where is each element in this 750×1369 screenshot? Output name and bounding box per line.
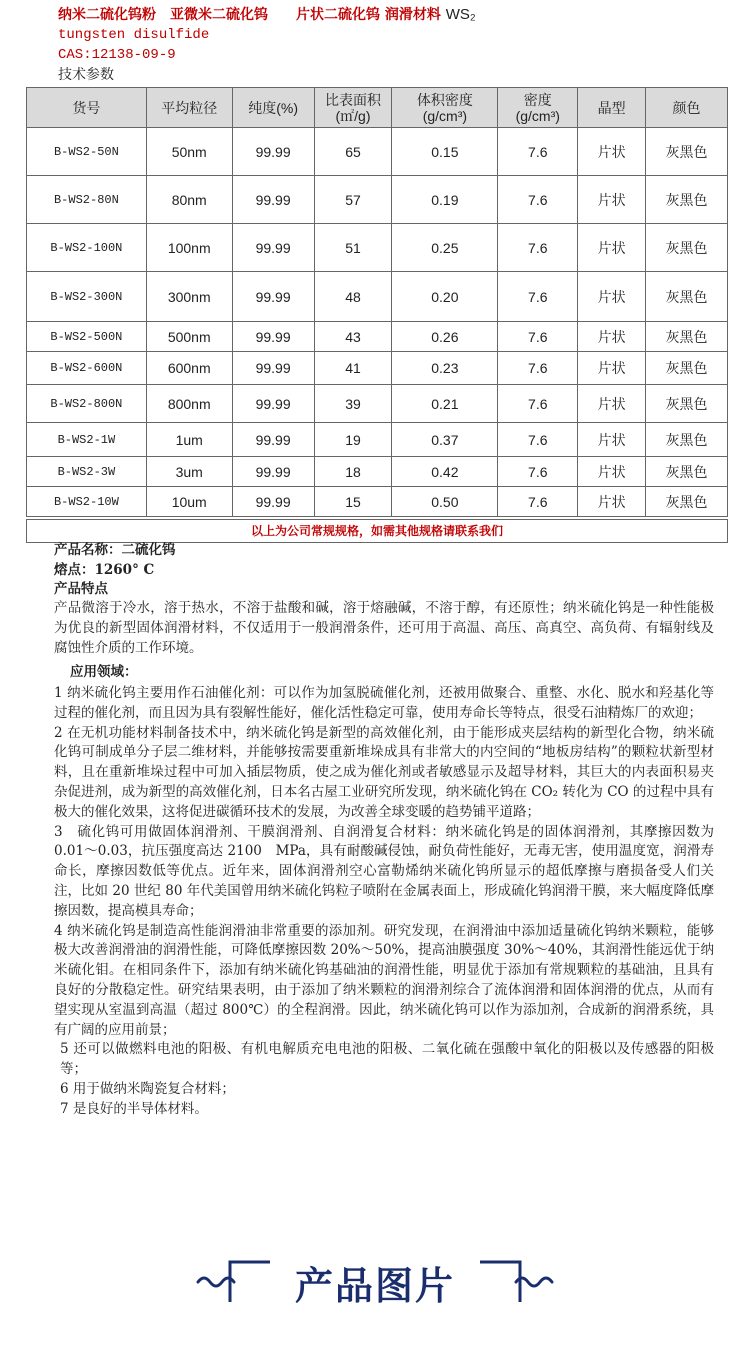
table-row [27,385,728,423]
table-cell: 片状 [578,176,646,224]
application-item: 5 还可以做燃料电池的阳极、有机电解质充电电池的阳极、二氧化硫在强酸中氧化的阳极以及传感器的阳极等； [60,1041,714,1078]
table-cell: 0.37 [392,423,498,457]
table-cell: 7.6 [498,457,578,487]
table-cell: 80nm [146,176,232,224]
table-cell: 0.21 [392,385,498,423]
table-cell: 7.6 [498,352,578,385]
banner-title: 产品图片 [294,1264,455,1308]
table-cell: 600nm [146,352,232,385]
table-row [27,352,728,385]
table-cell: 0.20 [392,272,498,322]
applications-title: 应用领域： [70,664,138,680]
table-cell: 99.99 [232,176,314,224]
table-cell: 18 [314,457,392,487]
table-cell: 1um [146,423,232,457]
table-cell: 99.99 [232,352,314,385]
model-cell: B-WS2-300N [27,272,147,322]
table-cell: 灰黑色 [646,423,728,457]
table-cell: 灰黑色 [646,352,728,385]
table-cell: 0.50 [392,487,498,517]
table-cell: 片状 [578,487,646,517]
table-cell: 10um [146,487,232,517]
table-cell: 7.6 [498,224,578,272]
page-title [58,6,476,24]
table-cell: 片状 [578,423,646,457]
table-row [27,128,728,176]
table-row [27,176,728,224]
table-cell: 99.99 [232,272,314,322]
table-cell: 7.6 [498,385,578,423]
model-cell: B-WS2-600N [27,352,147,385]
model-cell: B-WS2-80N [27,176,147,224]
table-cell: 片状 [578,385,646,423]
table-cell: 0.25 [392,224,498,272]
table-cell: 灰黑色 [646,322,728,352]
cas-number: CAS:12138-09-9 [58,47,176,63]
table-cell: 41 [314,352,392,385]
table-cell: 50nm [146,128,232,176]
table-cell: 片状 [578,322,646,352]
features-text: 产品微溶于冷水，溶于热水，不溶于盐酸和碱，溶于熔融碱，不溶于醇，有还原性；纳米硫化钨是一种性能极为优良的新型固体润滑材料，不仅适用于一般润滑条件，还可用于高温、高压、高真空、高负荷、有辐射线及腐蚀性介质的工作环境。 [54,600,714,656]
table-cell: 0.26 [392,322,498,352]
table-cell: 99.99 [232,224,314,272]
table-cell: 0.23 [392,352,498,385]
model-cell: B-WS2-800N [27,385,147,423]
table-body [27,128,728,517]
table-cell: 7.6 [498,128,578,176]
application-item: 1 纳米硫化钨主要用作石油催化剂：可以作为加氢脱硫催化剂，还被用做聚合、重整、水化、脱水和羟基化等过程的催化剂，而且因为具有裂解性能好，催化活性稳定可靠，使用寿命长等特点，很受石油精炼厂的欢迎； [54,685,714,721]
table-cell: 65 [314,128,392,176]
application-item: 2 在无机功能材料制备技术中，纳米硫化钨是新型的高效催化剂，由于能形成夹层结构的新型化合物，纳米硫化钨可制成单分子层二维材料，并能够按需要重新堆垛成具有非常大的内空间的“地板房结构”的颗粒状新型材料，且在重新堆垛过程中可加入插层物质，使之成为催化剂或者敏感显示及超导材料，其巨大的内表面积易夹杂促进剂，成为新型的高效催化剂，日本名古屋工业研究所发现，纳米硫化钨在 CO₂ 转化为 CO 的过程中具有极大的催化效果，这将促进碳循环技术的发展，为改善全球变暖的趋势铺平道路； [54,724,714,820]
table-cell: 灰黑色 [646,224,728,272]
table-row [27,322,728,352]
table-header-cell: 晶型 [578,88,646,128]
table-cell: 99.99 [232,487,314,517]
table-cell: 800nm [146,385,232,423]
model-cell: B-WS2-500N [27,322,147,352]
table-cell: 灰黑色 [646,487,728,517]
table-cell: 7.6 [498,272,578,322]
table-cell: 100nm [146,224,232,272]
table-cell: 片状 [578,224,646,272]
table-cell: 片状 [578,352,646,385]
application-item: 7 是良好的半导体材料。 [60,1100,208,1117]
title-cn: 纳米二硫化钨粉 亚微米二硫化钨 片状二硫化钨 润滑材料 [58,7,441,23]
table-cell: 39 [314,385,392,423]
table-cell: 99.99 [232,128,314,176]
table-cell: 57 [314,176,392,224]
table-cell: 15 [314,487,392,517]
table-cell: 99.99 [232,322,314,352]
table-row [27,423,728,457]
table-cell: 7.6 [498,322,578,352]
title-formula: WS₂ [445,6,476,23]
features-title: 产品特点 [54,581,108,597]
tech-params-label: 技术参数 [58,67,114,83]
spec-note: 以上为公司常规规格，如需其他规格请联系我们 [26,519,728,543]
table-cell: 48 [314,272,392,322]
table-cell: 灰黑色 [646,176,728,224]
model-cell: B-WS2-10W [27,487,147,517]
table-cell: 99.99 [232,457,314,487]
table-header-row [27,88,728,128]
model-cell: B-WS2-1W [27,423,147,457]
table-cell: 3um [146,457,232,487]
table-cell: 43 [314,322,392,352]
table-cell: 0.19 [392,176,498,224]
table-cell: 片状 [578,272,646,322]
table-cell: 片状 [578,128,646,176]
table-header-cell: 货号 [27,88,147,128]
table-row [27,224,728,272]
table-cell: 51 [314,224,392,272]
table-cell: 500nm [146,322,232,352]
table-cell: 灰黑色 [646,457,728,487]
model-cell: B-WS2-3W [27,457,147,487]
table-header-cell: 平均粒径 [146,88,232,128]
table-cell: 7.6 [498,423,578,457]
product-name: 产品名称：二硫化钨 [54,542,176,558]
application-item: 6 用于做纳米陶瓷复合材料； [60,1080,235,1097]
table-header-cell: 纯度(%) [232,88,314,128]
table-row [27,487,728,517]
model-cell: B-WS2-100N [27,224,147,272]
table-cell: 300nm [146,272,232,322]
table-header-cell: 比表面积 (㎡/g) [314,88,392,128]
table-row [27,272,728,322]
application-item: 4 纳米硫化钨是制造高性能润滑油非常重要的添加剂。研究发现，在润滑油中添加适量硫化钨纳米颗粒，能够极大改善润滑油的润滑性能，可降低摩擦因数 20%～50%，提高油膜强度 30%～40%，其润滑性能远优于纳米硫化钼。在相同条件下，添加有纳米硫化钨基础油的润滑性能，明显优于添加有常规颗粒的基础油，且具有良好的分散稳定性。研究结果表明，由于添加了纳米颗粒的润滑剂综合了流体润滑和固体润滑的优点，从而有望实现从室温到高温（超过 800℃）的全程润滑。因此，纳米硫化钨可以作为添加剂，合成新的润滑系统，具有广阔的应用前景； [54,922,714,1038]
table-cell: 19 [314,423,392,457]
table-cell: 灰黑色 [646,385,728,423]
table-header-cell: 颜色 [646,88,728,128]
table-cell: 灰黑色 [646,272,728,322]
applications-list [54,684,714,1120]
melting-point: 熔点：1260° C [54,562,155,578]
table-cell: 99.99 [232,385,314,423]
table-cell: 0.42 [392,457,498,487]
title-english: tungsten disulfide [58,27,210,43]
application-item: 3 硫化钨可用做固体润滑剂、干膜润滑剂、自润滑复合材料：纳米硫化钨是的固体润滑剂，其摩擦因数为 0.01～0.03，抗压强度高达 2100 MPa，具有耐酸碱侵蚀，耐负荷性能好，无毒无害，使用温度宽，润滑寿命长，摩擦因数低等优点。近年来，固体润滑剂空心富勒烯纳米硫化钨所显示的超低摩擦与磨损备受人们关注，比如 20 世纪 80 年代美国曾用纳米硫化钨粒子喷附在金属表面上，形成硫化钨润滑干膜，来大幅度降低摩擦因数，提高模具寿命； [54,823,714,919]
table-header-cell: 密度 (g/cm³) [498,88,578,128]
spec-table [26,87,728,517]
table-cell: 0.15 [392,128,498,176]
table-cell: 7.6 [498,176,578,224]
model-cell: B-WS2-50N [27,128,147,176]
table-header-cell: 体积密度 (g/cm³) [392,88,498,128]
table-cell: 99.99 [232,423,314,457]
table-cell: 7.6 [498,487,578,517]
table-cell: 灰黑色 [646,128,728,176]
table-row [27,457,728,487]
table-cell: 片状 [578,457,646,487]
